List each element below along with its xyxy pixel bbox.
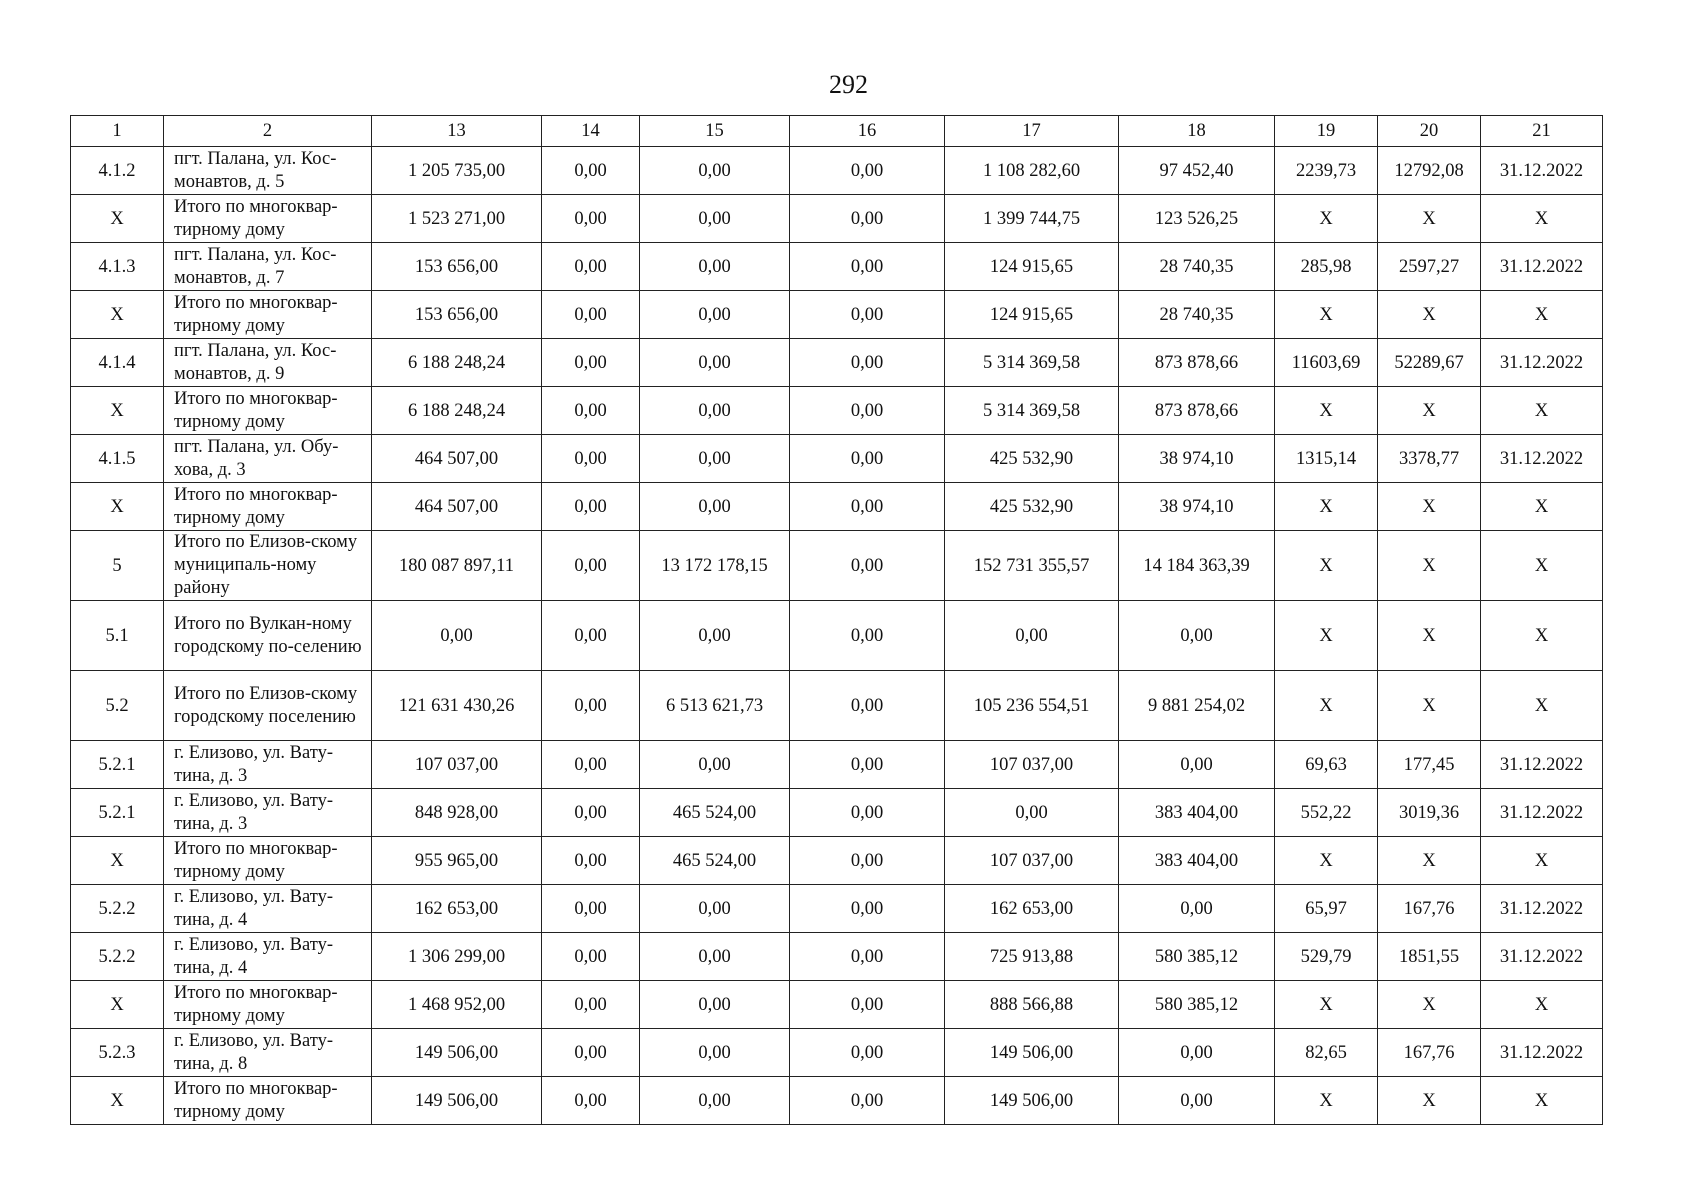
col16-cell: 0,00 [790,291,945,339]
col13-cell: 153 656,00 [372,243,542,291]
header-cell: 14 [542,116,640,147]
row-number-cell: 5.2 [71,671,164,741]
col14-cell: 0,00 [542,147,640,195]
col15-cell: 13 172 178,15 [640,531,790,601]
row-number-cell: 5.2.1 [71,741,164,789]
address-cell: пгт. Палана, ул. Кос-монавтов, д. 9 [164,339,372,387]
col21-cell: 31.12.2022 [1481,885,1603,933]
col20-cell: 177,45 [1378,741,1481,789]
col15-cell: 0,00 [640,147,790,195]
col19-cell: 2239,73 [1275,147,1378,195]
col19-cell: X [1275,981,1378,1029]
col18-cell: 383 404,00 [1119,789,1275,837]
col20-cell: X [1378,531,1481,601]
col20-cell: X [1378,981,1481,1029]
row-number-cell: X [71,1077,164,1125]
col19-cell: X [1275,671,1378,741]
col19-cell: 1315,14 [1275,435,1378,483]
col17-cell: 107 037,00 [945,837,1119,885]
header-cell: 1 [71,116,164,147]
col16-cell: 0,00 [790,339,945,387]
col17-cell: 152 731 355,57 [945,531,1119,601]
col21-cell: 31.12.2022 [1481,741,1603,789]
col19-cell: X [1275,531,1378,601]
table-row [71,1029,1603,1077]
col15-cell: 465 524,00 [640,837,790,885]
table-row [71,291,1603,339]
col18-cell: 38 974,10 [1119,483,1275,531]
table-header-row [71,116,1603,147]
col16-cell: 0,00 [790,741,945,789]
address-cell: Итого по многоквар-тирному дому [164,387,372,435]
col18-cell: 0,00 [1119,1077,1275,1125]
col14-cell: 0,00 [542,435,640,483]
col14-cell: 0,00 [542,601,640,671]
col18-cell: 97 452,40 [1119,147,1275,195]
col16-cell: 0,00 [790,243,945,291]
header-cell: 15 [640,116,790,147]
row-number-cell: 5.2.2 [71,885,164,933]
col13-cell: 848 928,00 [372,789,542,837]
col17-cell: 149 506,00 [945,1029,1119,1077]
col13-cell: 6 188 248,24 [372,339,542,387]
address-cell: Итого по многоквар-тирному дому [164,195,372,243]
col15-cell: 465 524,00 [640,789,790,837]
col19-cell: 65,97 [1275,885,1378,933]
col16-cell: 0,00 [790,601,945,671]
table-row [71,195,1603,243]
row-number-cell: X [71,981,164,1029]
col19-cell: 529,79 [1275,933,1378,981]
col18-cell: 0,00 [1119,1029,1275,1077]
col13-cell: 0,00 [372,601,542,671]
col19-cell: 69,63 [1275,741,1378,789]
col17-cell: 124 915,65 [945,243,1119,291]
col14-cell: 0,00 [542,933,640,981]
row-number-cell: X [71,195,164,243]
col17-cell: 105 236 554,51 [945,671,1119,741]
col16-cell: 0,00 [790,671,945,741]
row-number-cell: X [71,291,164,339]
col15-cell: 0,00 [640,981,790,1029]
row-number-cell: 4.1.2 [71,147,164,195]
col20-cell: 2597,27 [1378,243,1481,291]
col16-cell: 0,00 [790,933,945,981]
col21-cell: 31.12.2022 [1481,339,1603,387]
col16-cell: 0,00 [790,147,945,195]
col14-cell: 0,00 [542,741,640,789]
col17-cell: 124 915,65 [945,291,1119,339]
col19-cell: 11603,69 [1275,339,1378,387]
col20-cell: X [1378,483,1481,531]
col14-cell: 0,00 [542,885,640,933]
row-number-cell: 5 [71,531,164,601]
col21-cell: X [1481,837,1603,885]
col19-cell: 552,22 [1275,789,1378,837]
col18-cell: 580 385,12 [1119,933,1275,981]
col20-cell: X [1378,387,1481,435]
col20-cell: 3019,36 [1378,789,1481,837]
col19-cell: X [1275,837,1378,885]
col17-cell: 162 653,00 [945,885,1119,933]
col13-cell: 121 631 430,26 [372,671,542,741]
table-row [71,387,1603,435]
col13-cell: 1 306 299,00 [372,933,542,981]
col15-cell: 0,00 [640,291,790,339]
col17-cell: 725 913,88 [945,933,1119,981]
col21-cell: X [1481,483,1603,531]
col19-cell: 82,65 [1275,1029,1378,1077]
col21-cell: X [1481,195,1603,243]
col13-cell: 1 468 952,00 [372,981,542,1029]
col13-cell: 1 523 271,00 [372,195,542,243]
col13-cell: 6 188 248,24 [372,387,542,435]
col15-cell: 0,00 [640,885,790,933]
table-row [71,789,1603,837]
row-number-cell: 5.2.2 [71,933,164,981]
col21-cell: 31.12.2022 [1481,147,1603,195]
col14-cell: 0,00 [542,1077,640,1125]
col19-cell: X [1275,195,1378,243]
col16-cell: 0,00 [790,837,945,885]
col17-cell: 5 314 369,58 [945,387,1119,435]
row-number-cell: 5.2.3 [71,1029,164,1077]
address-cell: Итого по многоквар-тирному дому [164,837,372,885]
col13-cell: 162 653,00 [372,885,542,933]
col17-cell: 5 314 369,58 [945,339,1119,387]
col13-cell: 955 965,00 [372,837,542,885]
col13-cell: 107 037,00 [372,741,542,789]
col17-cell: 425 532,90 [945,483,1119,531]
col16-cell: 0,00 [790,789,945,837]
col15-cell: 0,00 [640,243,790,291]
col14-cell: 0,00 [542,339,640,387]
col19-cell: X [1275,601,1378,671]
address-cell: Итого по Елизов-скому городскому поселению [164,671,372,741]
col15-cell: 0,00 [640,1077,790,1125]
col21-cell: X [1481,1077,1603,1125]
row-number-cell: 5.2.1 [71,789,164,837]
address-cell: пгт. Палана, ул. Кос-монавтов, д. 5 [164,147,372,195]
col18-cell: 14 184 363,39 [1119,531,1275,601]
table-row [71,483,1603,531]
col21-cell: 31.12.2022 [1481,435,1603,483]
address-cell: г. Елизово, ул. Вату-тина, д. 8 [164,1029,372,1077]
col16-cell: 0,00 [790,195,945,243]
header-cell: 2 [164,116,372,147]
col18-cell: 28 740,35 [1119,291,1275,339]
col15-cell: 0,00 [640,435,790,483]
row-number-cell: 5.1 [71,601,164,671]
col20-cell: X [1378,291,1481,339]
col21-cell: X [1481,671,1603,741]
col17-cell: 888 566,88 [945,981,1119,1029]
header-cell: 16 [790,116,945,147]
page-number: 292 [829,70,868,99]
table-row [71,837,1603,885]
col14-cell: 0,00 [542,387,640,435]
address-cell: Итого по многоквар-тирному дому [164,291,372,339]
col19-cell: X [1275,387,1378,435]
col19-cell: X [1275,1077,1378,1125]
col19-cell: X [1275,291,1378,339]
col15-cell: 0,00 [640,339,790,387]
col18-cell: 0,00 [1119,885,1275,933]
col13-cell: 149 506,00 [372,1029,542,1077]
col13-cell: 153 656,00 [372,291,542,339]
col21-cell: 31.12.2022 [1481,789,1603,837]
col15-cell: 6 513 621,73 [640,671,790,741]
col14-cell: 0,00 [542,243,640,291]
address-cell: Итого по Елизов-скому муниципаль-ному району [164,531,372,601]
col14-cell: 0,00 [542,981,640,1029]
table-row [71,147,1603,195]
col18-cell: 383 404,00 [1119,837,1275,885]
col17-cell: 0,00 [945,601,1119,671]
col15-cell: 0,00 [640,933,790,981]
col13-cell: 149 506,00 [372,1077,542,1125]
table-row [71,531,1603,601]
col18-cell: 123 526,25 [1119,195,1275,243]
address-cell: г. Елизово, ул. Вату-тина, д. 3 [164,741,372,789]
col17-cell: 1 399 744,75 [945,195,1119,243]
col17-cell: 107 037,00 [945,741,1119,789]
col16-cell: 0,00 [790,1077,945,1125]
address-cell: пгт. Палана, ул. Обу-хова, д. 3 [164,435,372,483]
col15-cell: 0,00 [640,1029,790,1077]
table-row [71,885,1603,933]
col14-cell: 0,00 [542,837,640,885]
col17-cell: 425 532,90 [945,435,1119,483]
col20-cell: X [1378,837,1481,885]
col14-cell: 0,00 [542,195,640,243]
col20-cell: 3378,77 [1378,435,1481,483]
col14-cell: 0,00 [542,1029,640,1077]
col20-cell: 52289,67 [1378,339,1481,387]
table-row [71,1077,1603,1125]
header-cell: 17 [945,116,1119,147]
row-number-cell: X [71,837,164,885]
col16-cell: 0,00 [790,435,945,483]
col16-cell: 0,00 [790,885,945,933]
table-row [71,671,1603,741]
address-cell: г. Елизово, ул. Вату-тина, д. 3 [164,789,372,837]
table-row [71,435,1603,483]
col18-cell: 0,00 [1119,601,1275,671]
table-row [71,741,1603,789]
col16-cell: 0,00 [790,981,945,1029]
row-number-cell: 4.1.5 [71,435,164,483]
col14-cell: 0,00 [542,789,640,837]
col13-cell: 464 507,00 [372,483,542,531]
row-number-cell: 4.1.3 [71,243,164,291]
col16-cell: 0,00 [790,387,945,435]
table-row [71,243,1603,291]
col20-cell: X [1378,671,1481,741]
col21-cell: X [1481,531,1603,601]
col20-cell: 167,76 [1378,1029,1481,1077]
address-cell: г. Елизово, ул. Вату-тина, д. 4 [164,933,372,981]
header-cell: 21 [1481,116,1603,147]
col17-cell: 1 108 282,60 [945,147,1119,195]
col15-cell: 0,00 [640,195,790,243]
address-cell: пгт. Палана, ул. Кос-монавтов, д. 7 [164,243,372,291]
col21-cell: 31.12.2022 [1481,1029,1603,1077]
header-cell: 19 [1275,116,1378,147]
address-cell: г. Елизово, ул. Вату-тина, д. 4 [164,885,372,933]
data-table [70,115,1603,1125]
address-cell: Итого по Вулкан-ному городскому по-селению [164,601,372,671]
table-row [71,601,1603,671]
col16-cell: 0,00 [790,531,945,601]
col21-cell: X [1481,291,1603,339]
col19-cell: 285,98 [1275,243,1378,291]
address-cell: Итого по многоквар-тирному дому [164,1077,372,1125]
header-cell: 13 [372,116,542,147]
col16-cell: 0,00 [790,483,945,531]
row-number-cell: X [71,387,164,435]
col20-cell: X [1378,195,1481,243]
col18-cell: 28 740,35 [1119,243,1275,291]
address-cell: Итого по многоквар-тирному дому [164,483,372,531]
col13-cell: 180 087 897,11 [372,531,542,601]
col21-cell: 31.12.2022 [1481,933,1603,981]
col20-cell: X [1378,601,1481,671]
col13-cell: 464 507,00 [372,435,542,483]
col17-cell: 149 506,00 [945,1077,1119,1125]
col20-cell: 12792,08 [1378,147,1481,195]
table-row [71,981,1603,1029]
header-cell: 18 [1119,116,1275,147]
col15-cell: 0,00 [640,483,790,531]
col20-cell: 1851,55 [1378,933,1481,981]
col14-cell: 0,00 [542,531,640,601]
col15-cell: 0,00 [640,387,790,435]
header-cell: 20 [1378,116,1481,147]
col18-cell: 9 881 254,02 [1119,671,1275,741]
col21-cell: X [1481,981,1603,1029]
col14-cell: 0,00 [542,483,640,531]
col20-cell: 167,76 [1378,885,1481,933]
row-number-cell: 4.1.4 [71,339,164,387]
col15-cell: 0,00 [640,601,790,671]
col18-cell: 0,00 [1119,741,1275,789]
col18-cell: 873 878,66 [1119,387,1275,435]
col16-cell: 0,00 [790,1029,945,1077]
row-number-cell: X [71,483,164,531]
col21-cell: 31.12.2022 [1481,243,1603,291]
col18-cell: 580 385,12 [1119,981,1275,1029]
table-row [71,933,1603,981]
col15-cell: 0,00 [640,741,790,789]
col21-cell: X [1481,601,1603,671]
col18-cell: 38 974,10 [1119,435,1275,483]
address-cell: Итого по многоквар-тирному дому [164,981,372,1029]
table-row [71,339,1603,387]
col19-cell: X [1275,483,1378,531]
col17-cell: 0,00 [945,789,1119,837]
col18-cell: 873 878,66 [1119,339,1275,387]
col20-cell: X [1378,1077,1481,1125]
col14-cell: 0,00 [542,671,640,741]
col13-cell: 1 205 735,00 [372,147,542,195]
col14-cell: 0,00 [542,291,640,339]
col21-cell: X [1481,387,1603,435]
